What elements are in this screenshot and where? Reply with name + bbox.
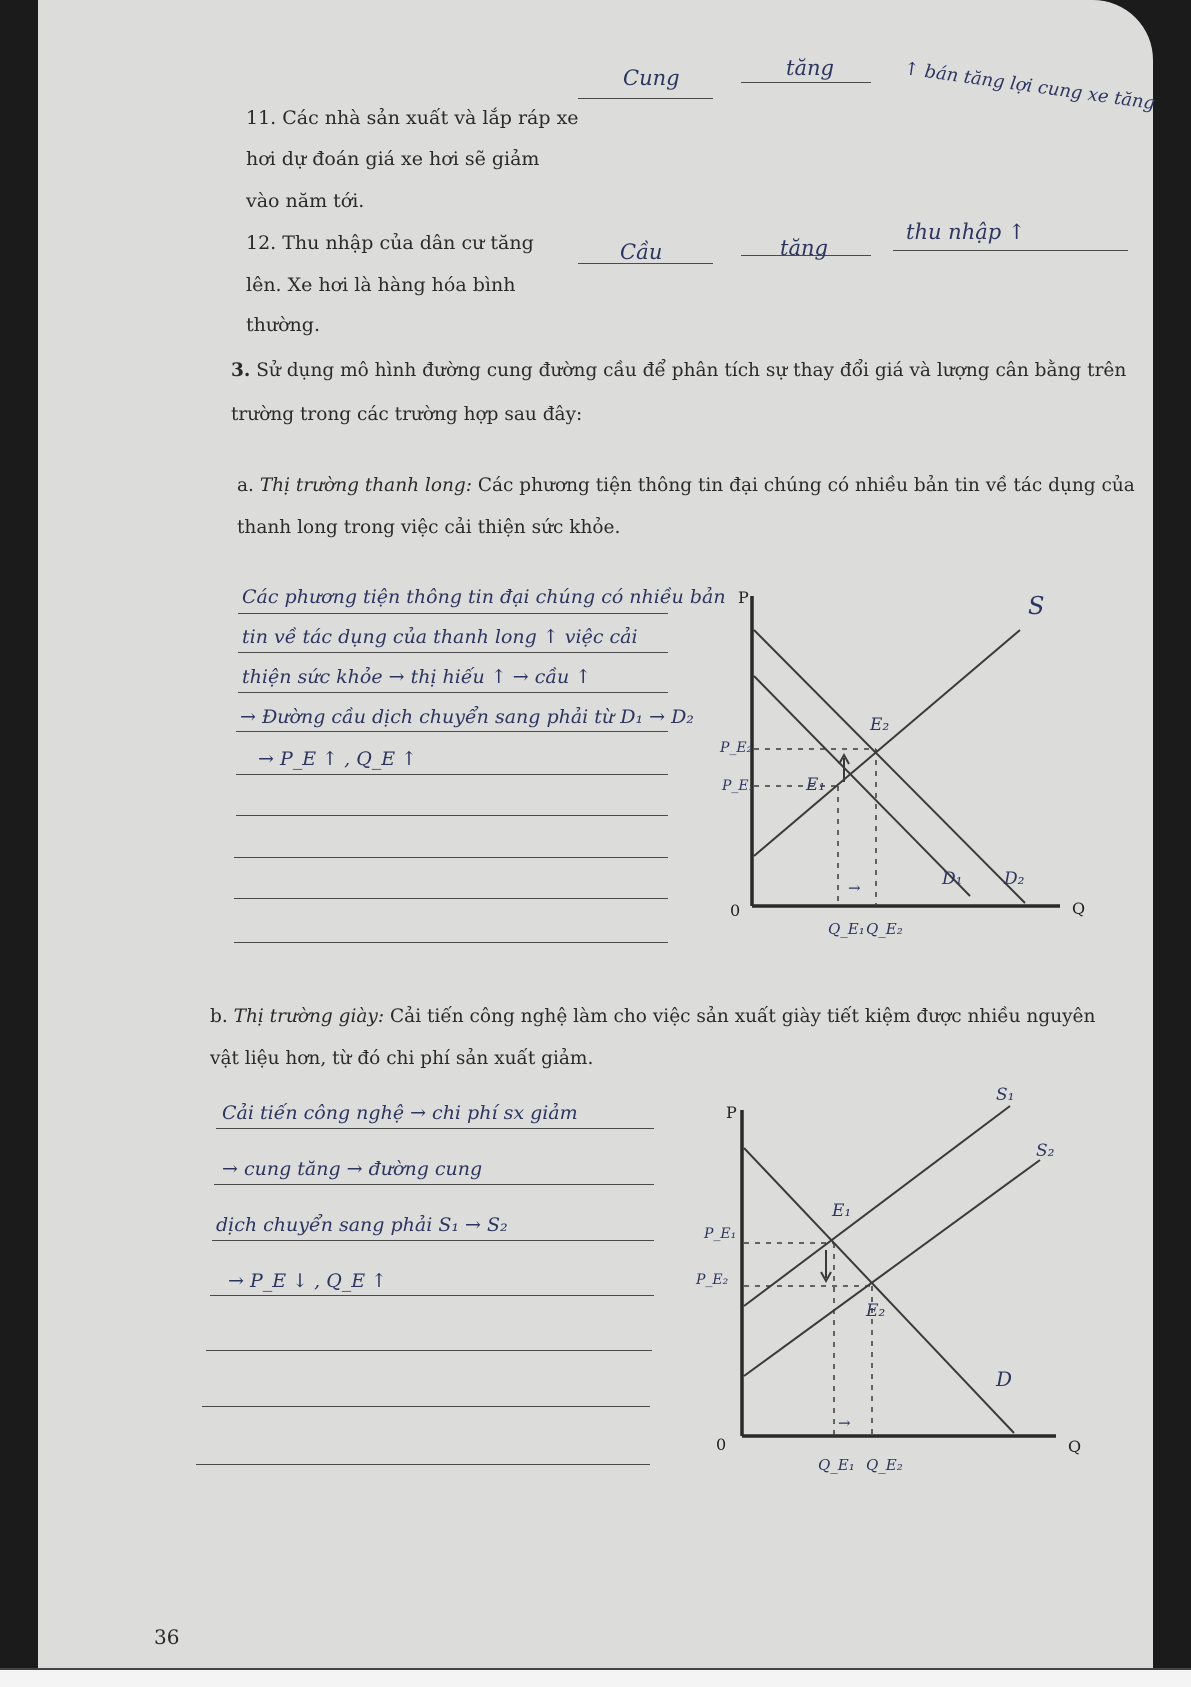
part-b-d-label: D: [996, 1367, 1013, 1391]
q11-answer-3: ↑ bán tăng lợi cung xe tăng: [902, 58, 1157, 115]
part-a-p-label: P: [738, 588, 749, 607]
part-b-qe1-label: Q_E₁: [818, 1456, 855, 1474]
part-a-d1-label: D₁: [942, 869, 963, 889]
part-b-demand: [744, 1148, 1014, 1433]
part-a-answer-line-4: → Đường cầu dịch chuyển sang phải từ D₁ → D₂: [240, 706, 694, 728]
part-b-answer-line-3: dịch chuyển sang phải S₁ → S₂: [216, 1214, 508, 1236]
part-b-origin-label: 0: [716, 1435, 727, 1454]
section3-number: 3.: [231, 360, 251, 381]
part-a-text-line-2: thanh long trong việc cải thiện sức khỏe.: [237, 517, 621, 538]
part-a-qe1-label: Q_E₁: [828, 920, 865, 938]
page-number: 36: [154, 1625, 180, 1649]
part-a-title: Thị trường thanh long:: [259, 475, 472, 496]
part-a-e2-label: E₂: [870, 715, 890, 735]
q12-answer-3: thu nhập ↑: [906, 220, 1026, 244]
part-b-title: Thị trường giày:: [233, 1006, 385, 1027]
part-b-text-line-2: vật liệu hơn, từ đó chi phí sản xuất giảm.: [210, 1048, 594, 1069]
part-b-answer-line-2: → cung tăng → đường cung: [222, 1158, 483, 1180]
part-a-qe2-label: Q_E₂: [866, 920, 903, 938]
part-a-qty-arrow: →: [848, 879, 861, 897]
section3-text-line-2: trường trong các trường hợp sau đây:: [231, 404, 583, 425]
part-a-q-label: Q: [1072, 899, 1086, 918]
part-b-answer-line-1: Cải tiến công nghệ → chi phí sx giảm: [222, 1102, 578, 1124]
q12-prompt-line-2: lên. Xe hơi là hàng hóa bình: [246, 274, 516, 296]
part-b-q-label: Q: [1068, 1437, 1082, 1456]
part-b-supply-s1: [744, 1106, 1010, 1306]
part-b-pe1-label: P_E₁: [704, 1226, 737, 1242]
part-a-answer-line-2: tin về tác dụng của thanh long ↑ việc cải: [242, 626, 638, 648]
part-b-supply-s2: [744, 1160, 1040, 1376]
part-a-pe1-label: P_E₁: [722, 778, 755, 794]
part-b-s1-label: S₁: [996, 1085, 1015, 1105]
part-a-text-1: Các phương tiện thông tin đại chúng có nhiều bản tin về tác dụng của: [477, 475, 1135, 496]
q11-prompt-line-2: hơi dự đoán giá xe hơi sẽ giảm: [246, 148, 540, 170]
q11-answer-1: Cung: [623, 66, 680, 90]
part-b-e1-label: E₁: [832, 1201, 852, 1221]
part-a-origin-label: 0: [730, 901, 741, 920]
part-a-answer-line-3: thiện sức khỏe → thị hiếu ↑ → cầu ↑: [242, 666, 592, 688]
section3-text-1: Sử dụng mô hình đường cung đường cầu để phân tích sự thay đổi giá và lượng cân bằng trên: [256, 360, 1127, 381]
q11-prompt-line-1: 11. Các nhà sản xuất và lắp ráp xe: [246, 107, 579, 129]
part-a-label: a.: [237, 475, 254, 496]
part-b-s2-label: S₂: [1036, 1141, 1055, 1161]
q11-answer-2: tăng: [786, 56, 834, 80]
part-b-label: b.: [210, 1006, 228, 1027]
q12-prompt-line-3: thường.: [246, 314, 320, 336]
part-b-qty-arrow: →: [838, 1414, 851, 1432]
part-b-text-1: Cải tiến công nghệ làm cho việc sản xuất giày tiết kiệm được nhiều nguyên: [390, 1006, 1096, 1027]
part-b-p-label: P: [726, 1103, 737, 1122]
q12-prompt-line-1: 12. Thu nhập của dân cư tăng: [246, 232, 534, 254]
q12-answer-1: Cầu: [620, 240, 663, 264]
part-b-answer-line-4: → P_E ↓ , Q_E ↑: [228, 1270, 388, 1292]
q12-answer-2: tăng: [780, 236, 828, 260]
part-a-d2-label: D₂: [1004, 869, 1025, 889]
part-b-e2-label: E₂: [866, 1301, 886, 1321]
part-a-s-label: S: [1028, 592, 1045, 620]
part-a-answer-line-5: → P_E ↑ , Q_E ↑: [258, 748, 418, 770]
part-b-pe2-label: P_E₂: [696, 1272, 729, 1288]
part-a-pe2-label: P_E₂: [720, 740, 753, 756]
q11-prompt-line-3: vào năm tới.: [246, 190, 365, 212]
part-a-e1-label: E₁: [806, 775, 826, 795]
part-b-qe2-label: Q_E₂: [866, 1456, 903, 1474]
part-a-answer-line-1: Các phương tiện thông tin đại chúng có nhiều bản: [242, 586, 726, 608]
